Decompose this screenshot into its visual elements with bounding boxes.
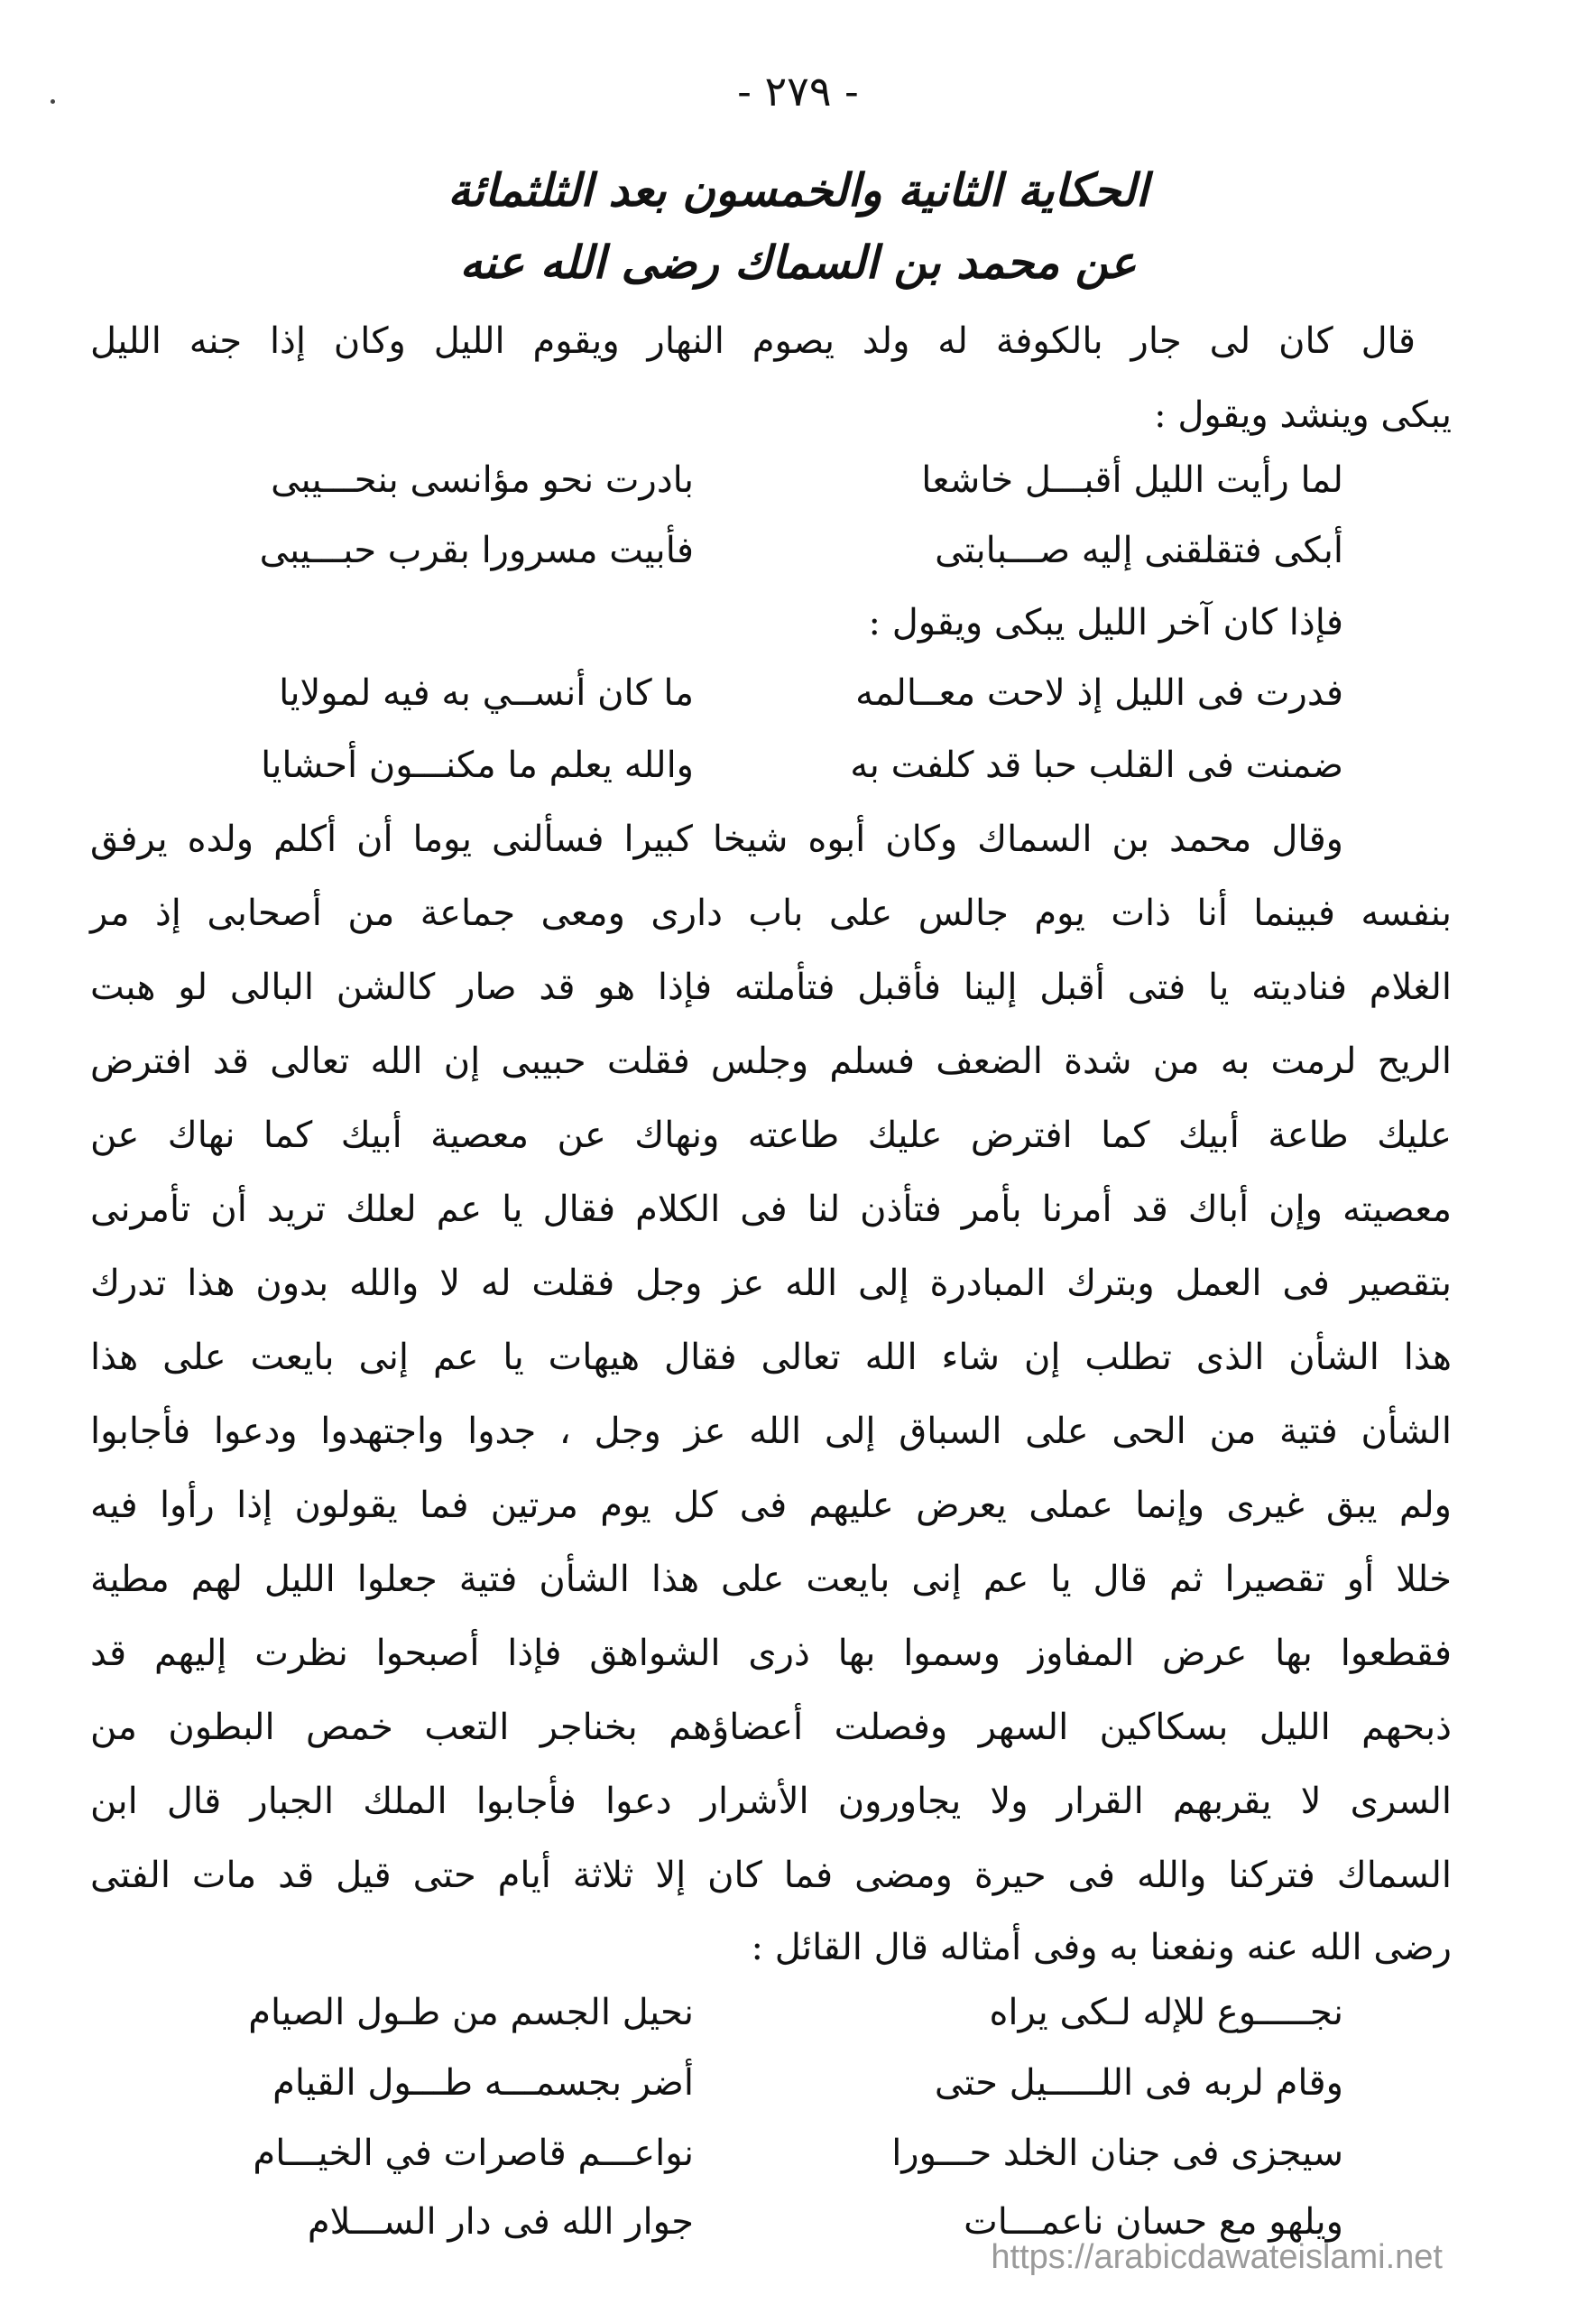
paragraph-line: السماك فتركنا والله فى حيرة ومضى فما كان إلا ثلاثة أيام حتى قيل قد مات الفتى bbox=[90, 1855, 1452, 1896]
verse-first-hemistich: ضمنت فى القلب حبا قد كلفت به bbox=[850, 745, 1343, 786]
verse-second-hemistich: نواعـــم قاصرات في الخيـــام bbox=[253, 2133, 694, 2174]
paragraph-line: هذا الشأن الذى تطلب إن شاء الله تعالى فقال هيهات يا عم إنى بايعت على هذا bbox=[90, 1337, 1452, 1378]
verse-second-hemistich: فأبيت مسرورا بقرب حبـــيبى bbox=[259, 530, 694, 571]
watermark-url: https://arabicdawateislami.net bbox=[991, 2238, 1443, 2276]
paragraph-line: خللا أو تقصيرا ثم قال يا عم إنى بايعت على هذا الشأن فتية جعلوا الليل لهم مطية bbox=[90, 1559, 1452, 1600]
verse-first-hemistich: أبكى فتقلقنى إليه صـــبابتى bbox=[935, 530, 1343, 571]
verse-second-hemistich: ما كان أنســي به فيه لمولايا bbox=[279, 672, 694, 714]
verse-second-hemistich: جوار الله فى دار الســـلام bbox=[307, 2201, 694, 2243]
paragraph-line: ولم يبق غيرى وإنما عملى يعرض عليهم فى كل يوم مرتين فما يقولون إذا رأوا فيه bbox=[90, 1485, 1452, 1526]
verse-first-hemistich: سيجزى فى جنان الخلد حـــورا bbox=[891, 2133, 1343, 2174]
paragraph-line: عليك طاعة أبيك كما افترض عليك طاعته ونهاك عن معصية أبيك كما نهاك عن bbox=[90, 1115, 1452, 1156]
verse-first-hemistich: نجـــــوع للإله لـكى يراه bbox=[989, 1992, 1343, 2033]
intro-line: قال كان لى جار بالكوفة له ولد يصوم النهار ويقوم الليل وكان إذا جنه الليل bbox=[90, 320, 1416, 362]
story-subtitle: عن محمد بن السماك رضى الله عنه bbox=[459, 236, 1137, 289]
verse-second-hemistich: والله يعلم ما مكنـــون أحشايا bbox=[261, 745, 694, 786]
verse-second-hemistich: بادرت نحو مؤانسى بنحـــيبى bbox=[271, 459, 694, 501]
story-title: الحكاية الثانية والخمسون بعد الثلثمائة bbox=[447, 164, 1149, 217]
paragraph-line: فقطعوا بها عرض المفاوز وسموا بها ذرى الشواهق فإذا أصبحوا نظرت إليهم قد bbox=[90, 1633, 1452, 1674]
verse-first-hemistich: ويلهو مع حسان ناعمـــات bbox=[964, 2201, 1343, 2243]
paragraph-line: الشأن فتية من الحى على السباق إلى الله عز وجل ، جدوا واجتهدوا ودعوا فأجابوا bbox=[90, 1411, 1452, 1452]
paragraph-line: وقال محمد بن السماك وكان أبوه شيخا كبيرا فسألنى يوما أن أكلم ولده يرفق bbox=[90, 819, 1343, 860]
verse-second-hemistich: أضر بجسمـــه طـــول القيام bbox=[272, 2062, 694, 2104]
verse-first-hemistich: لما رأيت الليل أقبـــل خاشعا bbox=[921, 459, 1343, 501]
paragraph-line: ذبحهم الليل بسكاكين السهر وفصلت أعضاؤهم بخناجر التعب خمص البطون من bbox=[90, 1707, 1452, 1748]
page-number: - ٢٧٩ - bbox=[737, 67, 859, 116]
paragraph-line: السرى لا يقربهم القرار ولا يجاورون الأشرار دعوا فأجابوا الملك الجبار قال ابن bbox=[90, 1781, 1452, 1822]
paragraph-line: الريح لرمت به من شدة الضعف فسلم وجلس فقلت حبيبى إن الله تعالى قد افترض bbox=[90, 1041, 1452, 1082]
intro-line: يبكى وينشد ويقول : bbox=[1154, 394, 1452, 436]
paragraph-line: بتقصير فى العمل وبترك المبادرة إلى الله عز وجل فقلت له لا والله بدون هذا تدرك bbox=[90, 1263, 1452, 1304]
verse-second-hemistich: نحيل الجسم من طـول الصيام bbox=[248, 1992, 694, 2033]
paragraph-line: الغلام فناديته يا فتى أقبل إلينا فأقبل فتأملته فإذا هو قد صار كالشن البالى لو هبت bbox=[90, 967, 1452, 1008]
narration-line: فإذا كان آخر الليل يبكى ويقول : bbox=[868, 602, 1343, 643]
verse-first-hemistich: وقام لربه فى اللـــــيل حتى bbox=[934, 2062, 1343, 2104]
paragraph-line: معصيته وإن أباك قد أمرنا بأمر فتأذن لنا فى الكلام فقال يا عم لعلك تريد أن تأمرنى bbox=[90, 1189, 1452, 1230]
verse-first-hemistich: فدرت فى الليل إذ لاحت معــالمه bbox=[855, 672, 1343, 714]
paragraph-line: رضى الله عنه ونفعنا به وفى أمثاله قال القائل : bbox=[751, 1927, 1452, 1968]
paragraph-line: بنفسه فبينما أنا ذات يوم جالس على باب دارى ومعى جماعة من أصحابى إذ مر bbox=[90, 893, 1452, 934]
